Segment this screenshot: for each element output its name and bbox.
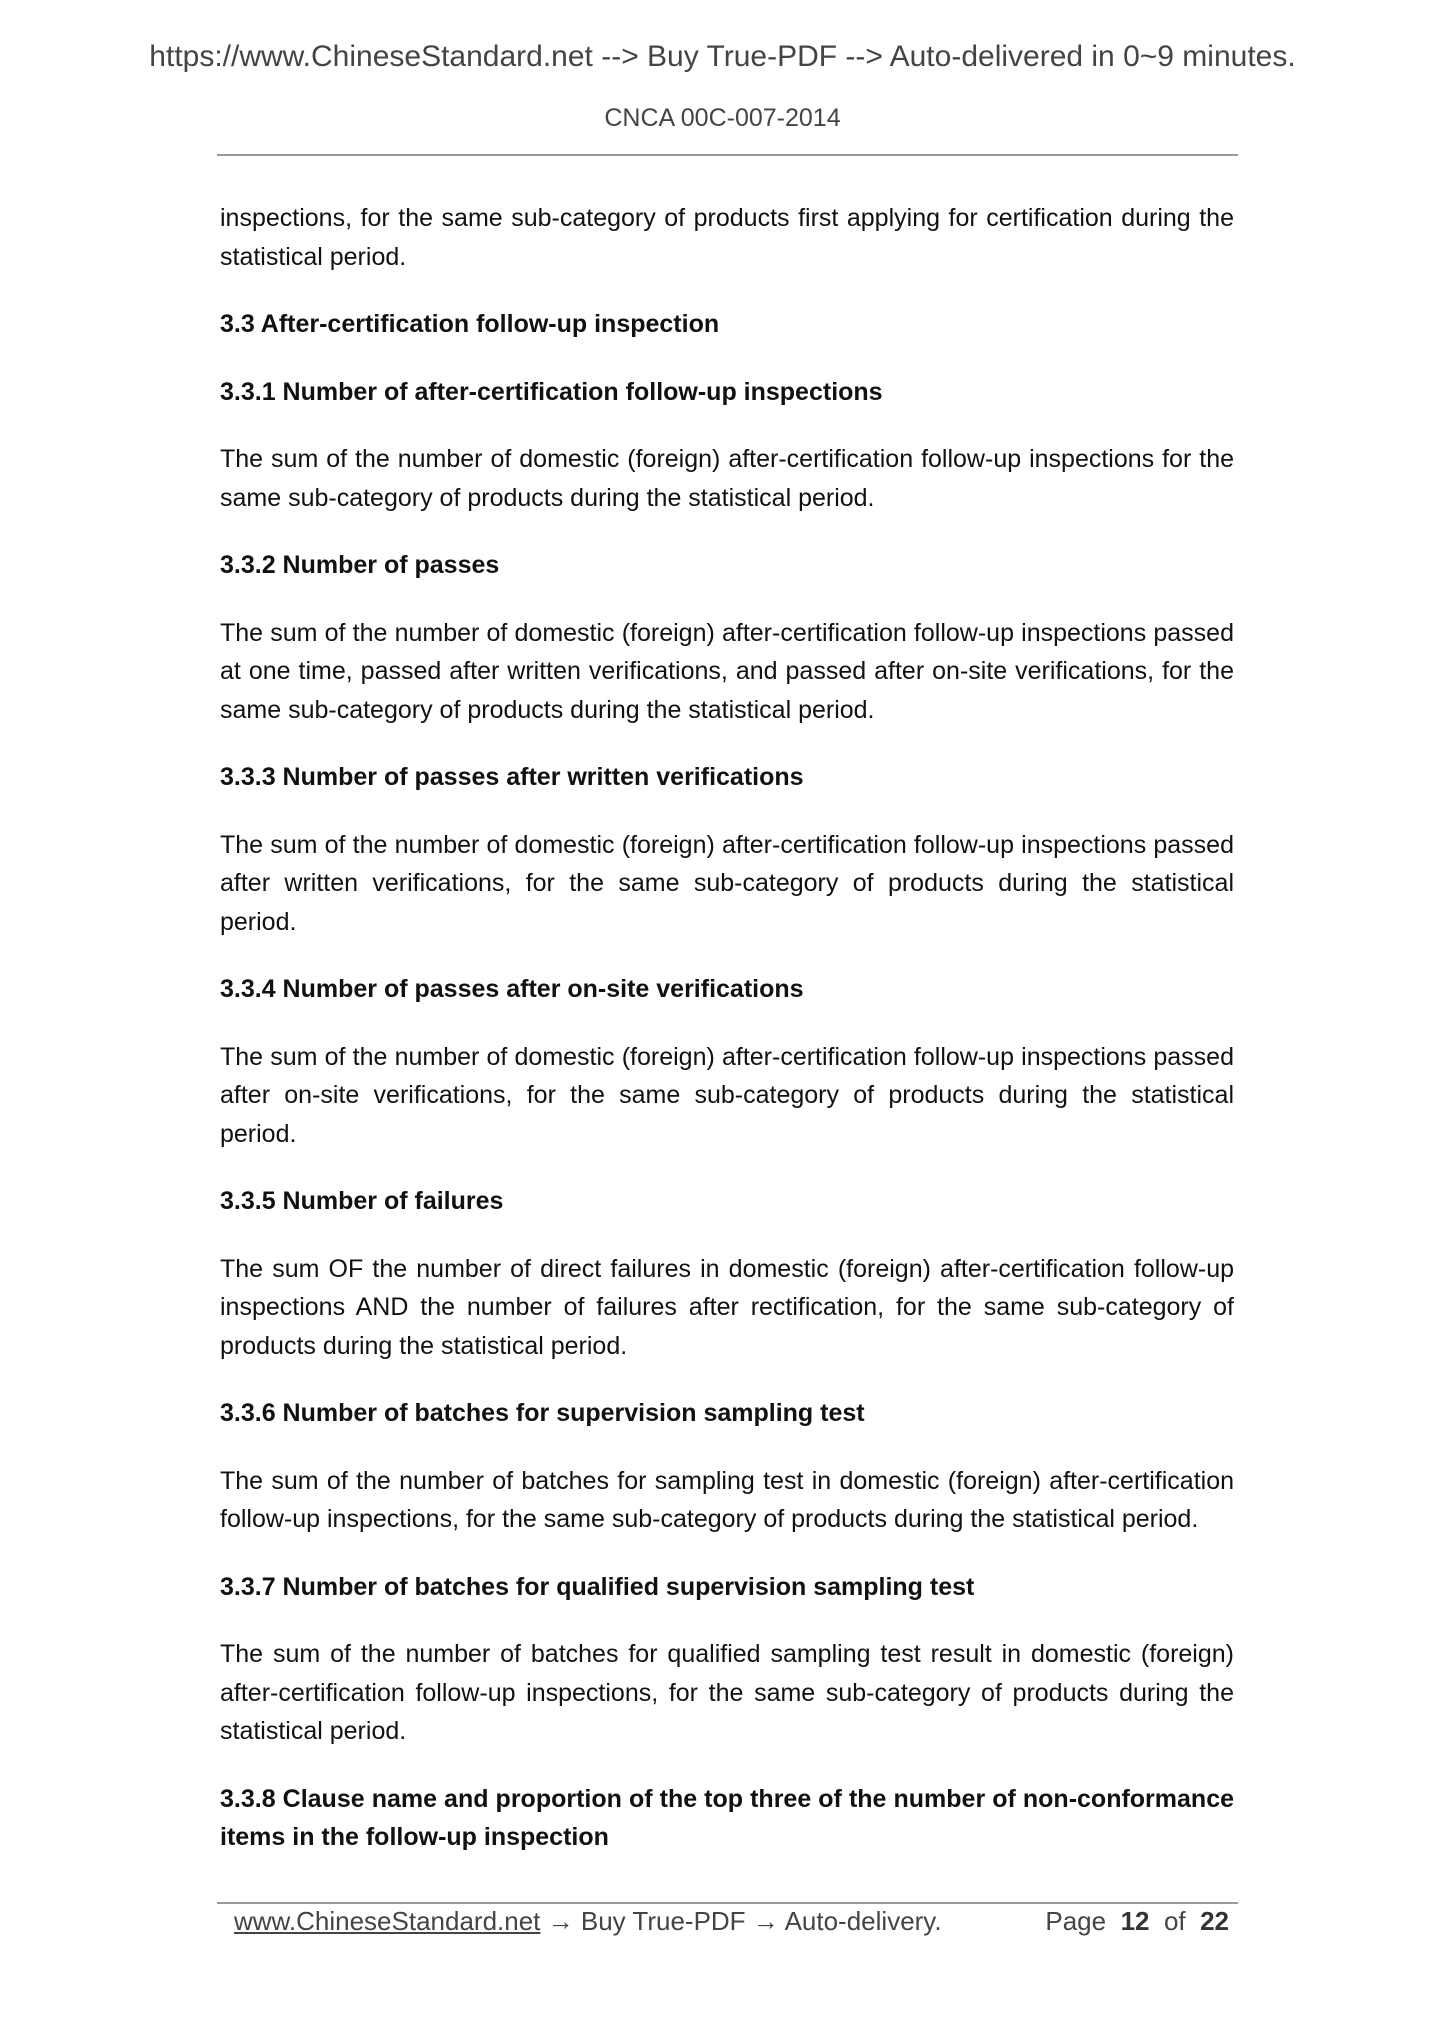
section-heading: 3.3.5 Number of failures [220, 1187, 504, 1215]
section-heading: 3.3.3 Number of passes after written verifications [220, 763, 804, 791]
footer-promo-text: → Buy True-PDF → Auto-delivery. [540, 1906, 942, 1936]
header-banner: https://www.ChineseStandard.net --> Buy True-PDF --> Auto-delivered in 0~9 minutes. [149, 40, 1296, 73]
page-label: Page [1045, 1906, 1107, 1936]
paragraph: The sum of the number of batches for sampling test in domestic (foreign) after-certification follow-up inspections, for the same sub-category of products during the statistical period. [220, 1466, 1234, 1533]
paragraph: The sum of the number of domestic (foreign) after-certification follow-up inspections for the same sub-category of products during the statistical period. [220, 445, 1234, 512]
document-body [220, 199, 1234, 1886]
paragraph: The sum of the number of domestic (foreign) after-certification follow-up inspections passed at one time, passed after written verifications, and passed after on-site verifications, for the same sub-category of products during the statistical period. [220, 618, 1234, 724]
section-heading: 3.3.2 Number of passes [220, 551, 500, 579]
paragraph: The sum OF the number of direct failures in domestic (foreign) after-certification follow-up inspections AND the number of failures after rectification, for the same sub-category of products during the statistical period. [220, 1254, 1234, 1360]
page-number: 12 [1120, 1906, 1150, 1936]
document-code: CNCA 00C-007-2014 [604, 104, 841, 132]
section-heading: 3.3.1 Number of after-certification follow-up inspections [220, 377, 883, 406]
section-heading: 3.3 After-certification follow-up inspection [220, 310, 720, 338]
header-divider [217, 154, 1238, 156]
section-heading: 3.3.7 Number of batches for qualified supervision sampling test [220, 1572, 975, 1601]
page-indicator [1045, 1906, 1229, 1937]
footer-link[interactable]: www.ChineseStandard.net [234, 1906, 541, 1936]
section-heading: 3.3.4 Number of passes after on-site verifications [220, 975, 804, 1003]
paragraph: The sum of the number of batches for qualified sampling test result in domestic (foreign) after-certification follow-up inspections, for the same sub-category of products during the statistical period. [220, 1640, 1234, 1745]
section-heading: 3.3.6 Number of batches for supervision sampling test [220, 1399, 865, 1427]
section-heading: 3.3.8 Clause name and proportion of the top three of the number of non-conformance items in the follow-up inspection [220, 1784, 1234, 1851]
paragraph: The sum of the number of domestic (foreign) after-certification follow-up inspections passed after written verifications, for the same sub-category of products during the statistical period. [220, 830, 1234, 936]
of-label: of [1163, 1906, 1186, 1936]
paragraph: inspections, for the same sub-category of products first applying for certification during the statistical period. [220, 204, 1234, 271]
footer-promo [234, 1906, 942, 1937]
paragraph: The sum of the number of domestic (foreign) after-certification follow-up inspections passed after on-site verifications, for the same sub-category of products during the statistical period. [220, 1042, 1234, 1148]
page-total: 22 [1200, 1906, 1229, 1936]
footer [234, 1906, 1229, 1937]
footer-divider [217, 1902, 1238, 1904]
